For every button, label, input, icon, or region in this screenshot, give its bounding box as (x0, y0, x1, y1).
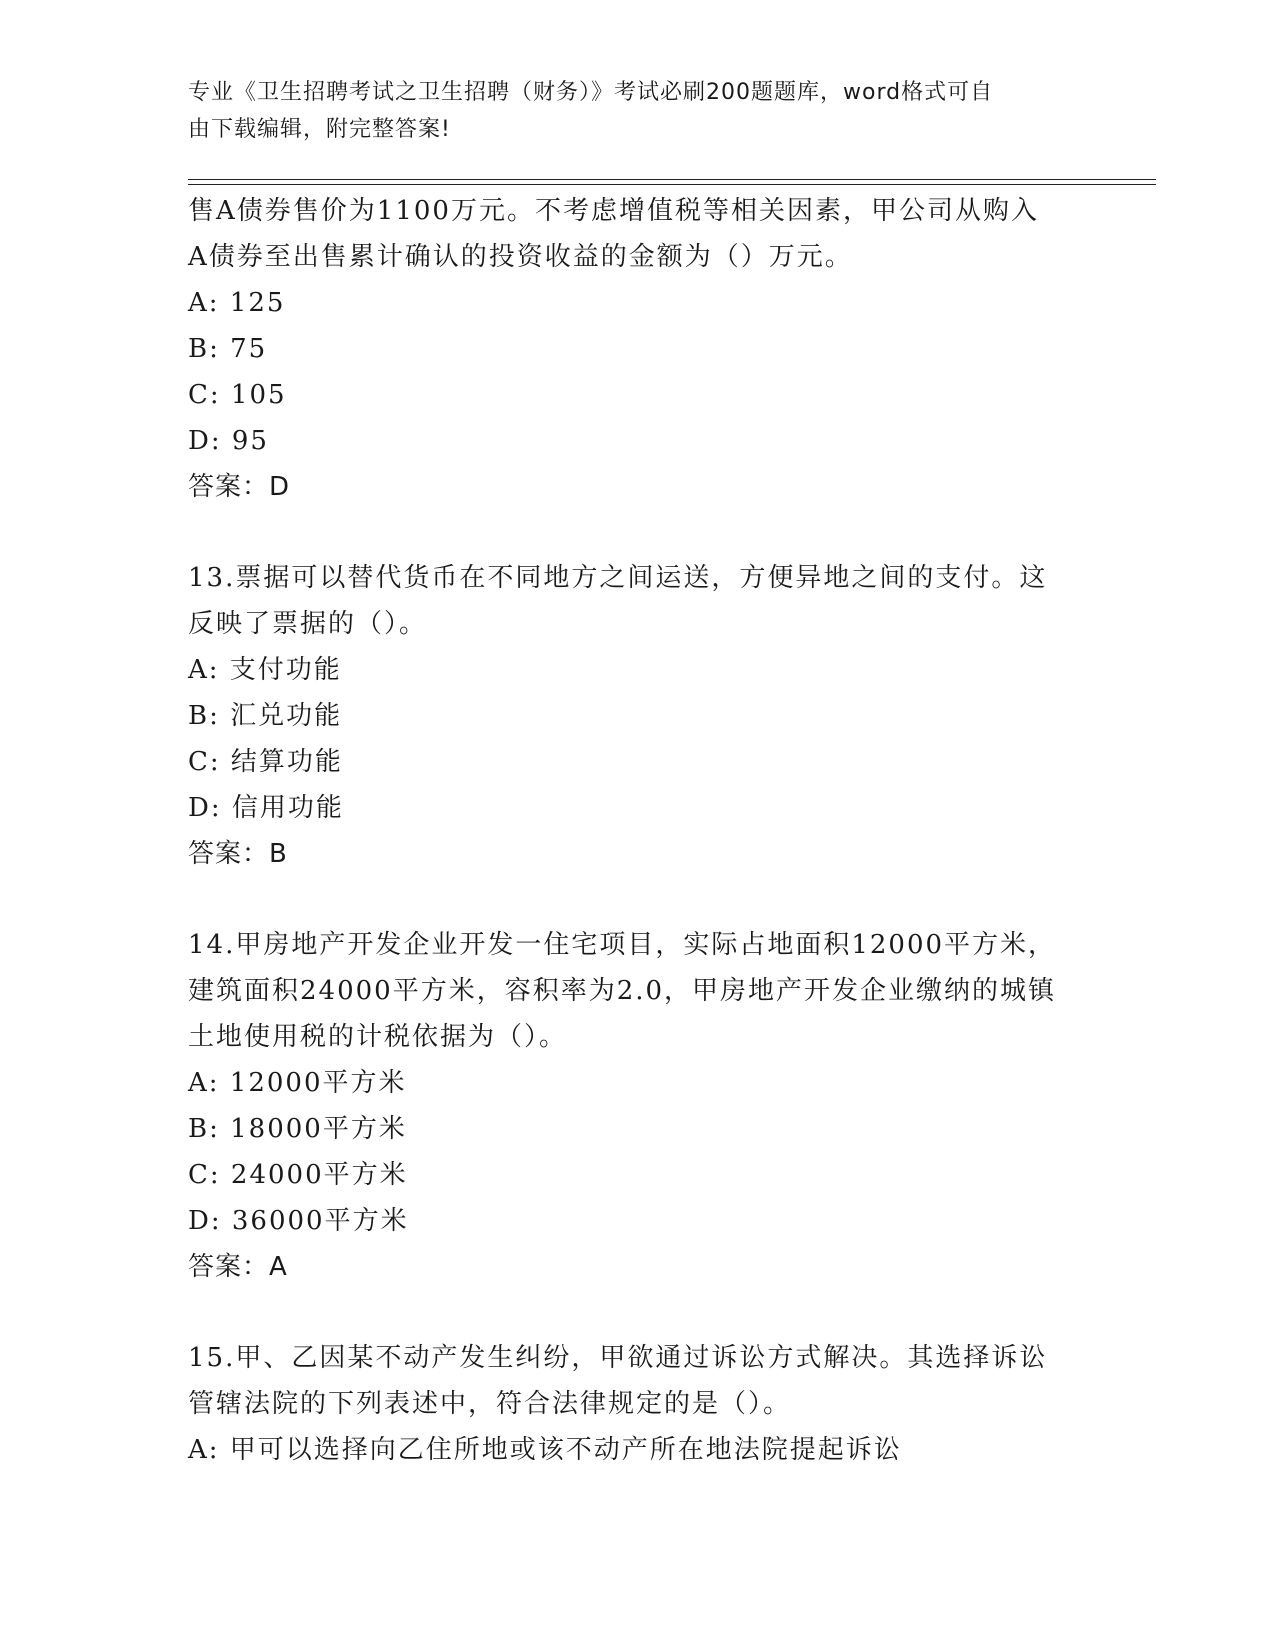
question-15 (188, 1335, 1088, 1473)
document-body (188, 188, 1088, 1473)
option-b: B: 汇兑功能 (188, 701, 343, 731)
option-a: A: 支付功能 (188, 655, 342, 685)
question-14 (188, 922, 1088, 1290)
option-d: D: 信用功能 (188, 793, 344, 823)
option-d: D: 36000平方米 (188, 1206, 409, 1236)
question-13 (188, 555, 1088, 877)
option-a: A: 12000平方米 (188, 1068, 407, 1098)
header-line-2: 由下载编辑，附完整答案! (188, 117, 451, 142)
question-text-line: 反映了票据的（）。 (188, 609, 428, 639)
option-a: A: 甲可以选择向乙住所地或该不动产所在地法院提起诉讼 (188, 1435, 902, 1465)
page-header (188, 74, 1088, 148)
header-line-1: 专业《卫生招聘考试之卫生招聘（财务）》考试必刷200题题库，word格式可自 (188, 80, 994, 105)
question-text-line: 15.甲、乙因某不动产发生纠纷，甲欲通过诉讼方式解决。其选择诉讼 (188, 1343, 1048, 1373)
question-text-line: A债券至出售累计确认的投资收益的金额为（）万元。 (188, 242, 853, 272)
question-text-line: 管辖法院的下列表述中，符合法律规定的是（）。 (188, 1389, 792, 1419)
question-text-line: 售A债券售价为1100万元。不考虑增值税等相关因素，甲公司从购入 (188, 196, 1039, 226)
question-12 (188, 188, 1088, 510)
answer-text: 答案：B (188, 839, 288, 869)
option-a: A: 125 (188, 288, 286, 318)
question-text-line: 建筑面积24000平方米，容积率为2.0，甲房地产开发企业缴纳的城镇 (188, 976, 1057, 1006)
option-d: D: 95 (188, 426, 269, 456)
answer-text: 答案：D (188, 472, 291, 502)
header-divider-bottom (188, 184, 1156, 185)
option-c: C: 24000平方米 (188, 1160, 408, 1190)
question-text-line: 13.票据可以替代货币在不同地方之间运送，方便异地之间的支付。这 (188, 563, 1048, 593)
answer-text: 答案：A (188, 1252, 288, 1282)
option-c: C: 结算功能 (188, 747, 343, 777)
option-c: C: 105 (188, 380, 287, 410)
question-text-line: 土地使用税的计税依据为（）。 (188, 1022, 568, 1052)
header-divider-top (188, 179, 1156, 180)
option-b: B: 18000平方米 (188, 1114, 407, 1144)
option-b: B: 75 (188, 334, 268, 364)
question-text-line: 14.甲房地产开发企业开发一住宅项目，实际占地面积12000平方米， (188, 930, 1057, 960)
